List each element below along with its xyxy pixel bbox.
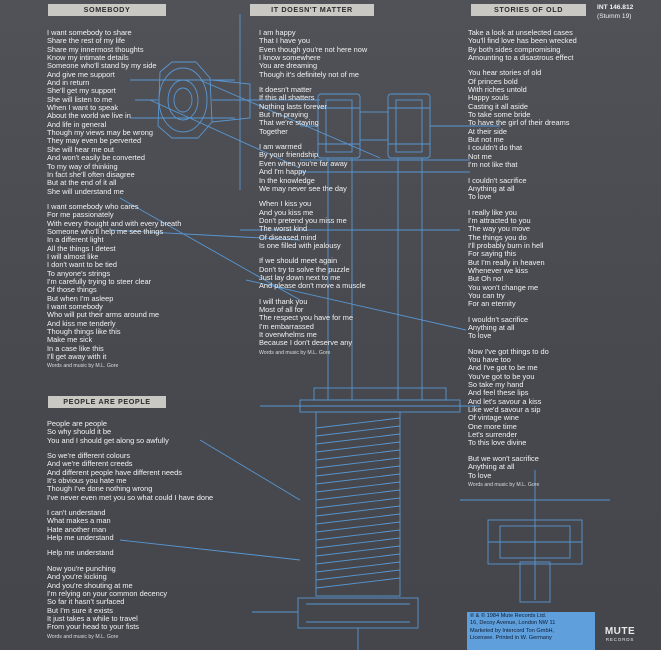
lyric-line: I want somebody (47, 302, 103, 311)
song-credits: Words and music by M.L. Gore (259, 349, 331, 356)
lyric-line: The worst kind (259, 224, 308, 234)
lyric-line: So far it hasn't surfaced (47, 597, 125, 607)
lyrics-people-are-people (47, 420, 213, 641)
lyric-line: She will hear me out (47, 144, 114, 154)
lyric-line: When I kiss you (259, 199, 312, 209)
lyric-line: Don't try to solve the puzzle (259, 264, 350, 274)
lyric-line: People are people (47, 419, 107, 428)
lyric-line: I want somebody who cares (47, 201, 139, 211)
lyric-line: It doesn't matter (259, 85, 312, 95)
lyric-line: And give me support (47, 69, 115, 79)
lyric-line: For an eternity (468, 299, 516, 309)
lyric-line: And in return (47, 78, 90, 88)
lyric-line: To my way of thinking (47, 161, 118, 171)
lyric-line: To love (468, 331, 492, 341)
label-address: 16, Decoy Avenue, London NW 11 (470, 620, 556, 627)
lyric-line: But we won't sacrifice (468, 453, 539, 463)
lyric-line: Help me understand (47, 533, 114, 543)
lyric-line: You are dreaming (259, 61, 318, 71)
lyric-line: And kiss me tenderly (47, 318, 116, 328)
lyric-line: To have the girl of their dreams (468, 118, 570, 128)
lyric-line: Most of all for (259, 304, 304, 314)
bolt-thread-icon (252, 412, 418, 650)
lyric-line: Of princes bold (468, 76, 518, 86)
lyric-line: The way you move (468, 224, 531, 234)
lyric-line: She will listen to me (47, 94, 113, 104)
lyric-line: Whenever we kiss (468, 265, 528, 275)
lyric-line: And feel these lips (468, 388, 529, 398)
lyric-line: In fact she'll often disagree (47, 169, 135, 179)
lyric-line: And life in general (47, 119, 107, 129)
catalog-stumm: (Stumm 19) (597, 12, 632, 20)
lyric-line: I'm attracted to you (468, 215, 531, 225)
lyric-line: What makes a man (47, 516, 111, 526)
lyric-line: I've never even met you so what could I have done (47, 492, 214, 502)
logo-mute: MUTE (604, 626, 636, 637)
lyric-line: Together (259, 126, 288, 136)
lyric-line: It overwhelms me (259, 330, 317, 339)
song-credits: Words and music by M.L. Gore (47, 633, 119, 640)
lyric-line: Know my intimate details (47, 53, 129, 63)
lyric-line: At their side (468, 126, 508, 136)
lyric-line: I couldn't do that (468, 143, 523, 153)
mute-records-logo (598, 626, 642, 646)
lyric-line: So why should it be (47, 427, 112, 437)
title-somebody: SOMEBODY (48, 4, 166, 16)
lyric-line: One more time (468, 421, 517, 431)
lyric-line: And different people have different needs (47, 467, 182, 477)
lyric-line: Anything at all (468, 462, 515, 472)
lyric-line: For me passionately (47, 210, 114, 220)
lyric-line: When I want to speak (47, 103, 119, 113)
lyric-line: Casting it all aside (468, 101, 528, 111)
lyric-line: If we should meet again (259, 256, 338, 266)
lyric-line: Even when you're far away (259, 158, 348, 168)
lyric-line: That we're staying (259, 118, 319, 128)
lyric-line: I'll get away with it (47, 352, 107, 362)
lyric-line: I'm carefully trying to steer clear (47, 276, 152, 286)
lyric-line: Like we'd savour a sip (468, 405, 541, 415)
lyric-line: But Oh no! (468, 274, 504, 284)
lyric-line: She will understand me (47, 186, 124, 196)
song-credits: Words and music by M.L. Gore (47, 363, 119, 370)
lyric-line: Though I've done nothing wrong (47, 484, 153, 494)
lyrics-somebody (47, 29, 181, 370)
lyric-line: Someone who'll help me see things (47, 226, 164, 236)
lyric-line: Take a look at unselected cases (468, 28, 573, 37)
lyric-line: Amounting to a disastrous effect (468, 53, 574, 63)
lyric-line: Share my innermost thoughts (47, 44, 144, 54)
lyric-line: Make me sick (47, 335, 93, 345)
lyric-line: Someone who'll stand by my side (47, 61, 157, 71)
catalog-number (597, 4, 633, 21)
lyric-line: I really like you (468, 207, 517, 217)
lyric-line: Though my views may be wrong (47, 128, 153, 138)
lyric-line: Though things like this (47, 327, 121, 337)
lyric-line: You have too (468, 355, 511, 365)
lyric-line: But at the end of it all (47, 178, 117, 188)
lyric-line: Who will put their arms around me (47, 310, 160, 320)
lyric-line: We may never see the day (259, 183, 347, 193)
lyric-line: All the things I detest (47, 243, 116, 253)
lyric-line: So take my hand (468, 380, 524, 390)
lyric-line: In a case like this (47, 343, 104, 353)
title-stories-of-old: STORIES OF OLD (471, 4, 586, 16)
lyric-line: You and I should get along so awfully (47, 435, 169, 445)
lyric-line: With every thought and with every breath (47, 218, 182, 228)
lyric-line: The things you do (468, 232, 527, 242)
lyric-line: And I've got to be me (468, 363, 538, 373)
title-people-are-people: PEOPLE ARE PEOPLE (48, 396, 166, 408)
lyric-line: It's obvious you hate me (47, 476, 127, 486)
lyric-line: But when I'm asleep (47, 293, 114, 303)
lyric-line: I'm not like that (468, 160, 518, 170)
lyric-line: Even though you're not here now (259, 44, 368, 54)
lyric-line: But I'm praying (259, 110, 309, 120)
lyric-line: I am warmed (259, 142, 302, 152)
lyric-line: To love (468, 192, 492, 202)
lyric-line: Anything at all (468, 323, 515, 332)
label-marketed: Marketed by Intercord Ton GmbH, (470, 627, 555, 634)
lyric-line: I'll probably burn in hell (468, 240, 544, 250)
lyric-line: And let's savour a kiss (468, 396, 542, 406)
lyric-line: Nothing lasts forever (259, 101, 327, 111)
lyric-line: I will almost like (47, 251, 99, 261)
lyric-line: Of diseased mind (259, 232, 317, 242)
lyric-line: You've got to be you (468, 371, 535, 381)
lyric-line: And I'm happy (259, 167, 307, 177)
lyric-line: And you kiss me (259, 207, 314, 217)
lyric-line: To anyone's strings (47, 268, 111, 278)
lyric-line: By both sides compromising (468, 44, 561, 54)
lyrics-stories-of-old (468, 29, 577, 489)
lyric-line: You'll find love has been wrecked (468, 36, 577, 46)
lyric-line: You hear stories of old (468, 68, 542, 78)
lyric-line: Now you're punching (47, 563, 116, 573)
lyric-line: So we're different colours (47, 451, 131, 461)
lyric-line: For saying this (468, 249, 517, 259)
lyric-line: I want somebody to share (47, 28, 132, 37)
lyric-line: To this love divine (468, 438, 527, 448)
lyric-line: I'm relying on your common decency (47, 588, 168, 598)
lyric-line: Just lay down next to me (259, 272, 341, 282)
lyric-line: And please don't move a muscle (259, 281, 366, 291)
hex-nut-right-icon (460, 470, 610, 602)
lyric-line: To love (468, 470, 492, 480)
lyric-line: Let's surrender (468, 430, 518, 440)
lyric-line: Help me understand (47, 548, 114, 558)
lyric-line: And won't easily be converted (47, 153, 145, 163)
lyric-line: Happy souls (468, 93, 509, 103)
lyric-line: Hate another man (47, 524, 107, 534)
lyric-line: You won't change me (468, 282, 539, 292)
lyric-line: But I'm really in heaven (468, 257, 545, 267)
lyric-line: You can try (468, 290, 505, 300)
label-copyright: ℗ & © 1984 Mute Records Ltd. (470, 613, 547, 619)
lyric-line: The respect you have for me (259, 313, 354, 323)
label-licensee: Licensee. Printed in W. Germany (470, 635, 552, 642)
lyric-line: I can't understand (47, 508, 106, 518)
lyric-line: I don't want to be tied (47, 260, 118, 270)
lyric-line: With riches untold (468, 85, 527, 95)
lyric-line: Don't pretend you miss me (259, 215, 347, 225)
song-credits: Words and music by M.L. Gore (468, 481, 540, 488)
lyric-line: Share the rest of my life (47, 36, 126, 46)
lyric-line: Is one filled with jealousy (259, 240, 341, 250)
lyric-line: But I'm sure it exists (47, 605, 113, 615)
lyric-line: They may even be perverted (47, 136, 142, 146)
lyric-line: But not me (468, 135, 504, 145)
lyric-line: I'm embarrassed (259, 321, 314, 331)
lyric-line: If this all shatters (259, 93, 315, 103)
lyric-line: Now I've got things to do (468, 346, 549, 356)
label-info-box (467, 612, 595, 650)
lyric-line: About the world we live in (47, 111, 131, 121)
catalog-int: INT 146.812 (597, 4, 634, 11)
lyric-line: In a different light (47, 235, 104, 245)
lyric-line: Of those things (47, 285, 97, 295)
lyric-line: Of vintage wine (468, 413, 519, 423)
lyrics-it-doesnt-matter (259, 29, 367, 357)
lyric-line: I couldn't sacrifice (468, 175, 527, 185)
lyric-line: And you're kicking (47, 572, 107, 582)
lyric-line: To take some bride (468, 110, 531, 120)
lyric-line: And we're different creeds (47, 459, 133, 469)
title-it-doesnt-matter: IT DOESN'T MATTER (250, 4, 374, 16)
lyric-line: She'll get my support (47, 86, 116, 96)
lyric-line: Because I don't deserve any (259, 338, 353, 348)
lyric-line: I am happy (259, 28, 296, 37)
lyric-line: By your friendship (259, 150, 319, 160)
lyric-line: I know somewhere (259, 53, 321, 63)
lyric-line: It just takes a while to travel (47, 613, 138, 623)
lyric-line: Though it's definitely not of me (259, 69, 360, 79)
lyric-line: In the knowledge (259, 175, 315, 185)
lyric-line: That I have you (259, 36, 310, 46)
lyric-line: Not me (468, 151, 492, 161)
logo-records: RECORDS (605, 637, 635, 642)
lyric-line: From your head to your fists (47, 622, 140, 632)
lyric-line: I wouldn't sacrifice (468, 314, 529, 324)
lyric-line: Anything at all (468, 183, 515, 193)
lyric-line: And you're shouting at me (47, 580, 133, 590)
lyric-line: I will thank you (259, 296, 308, 306)
